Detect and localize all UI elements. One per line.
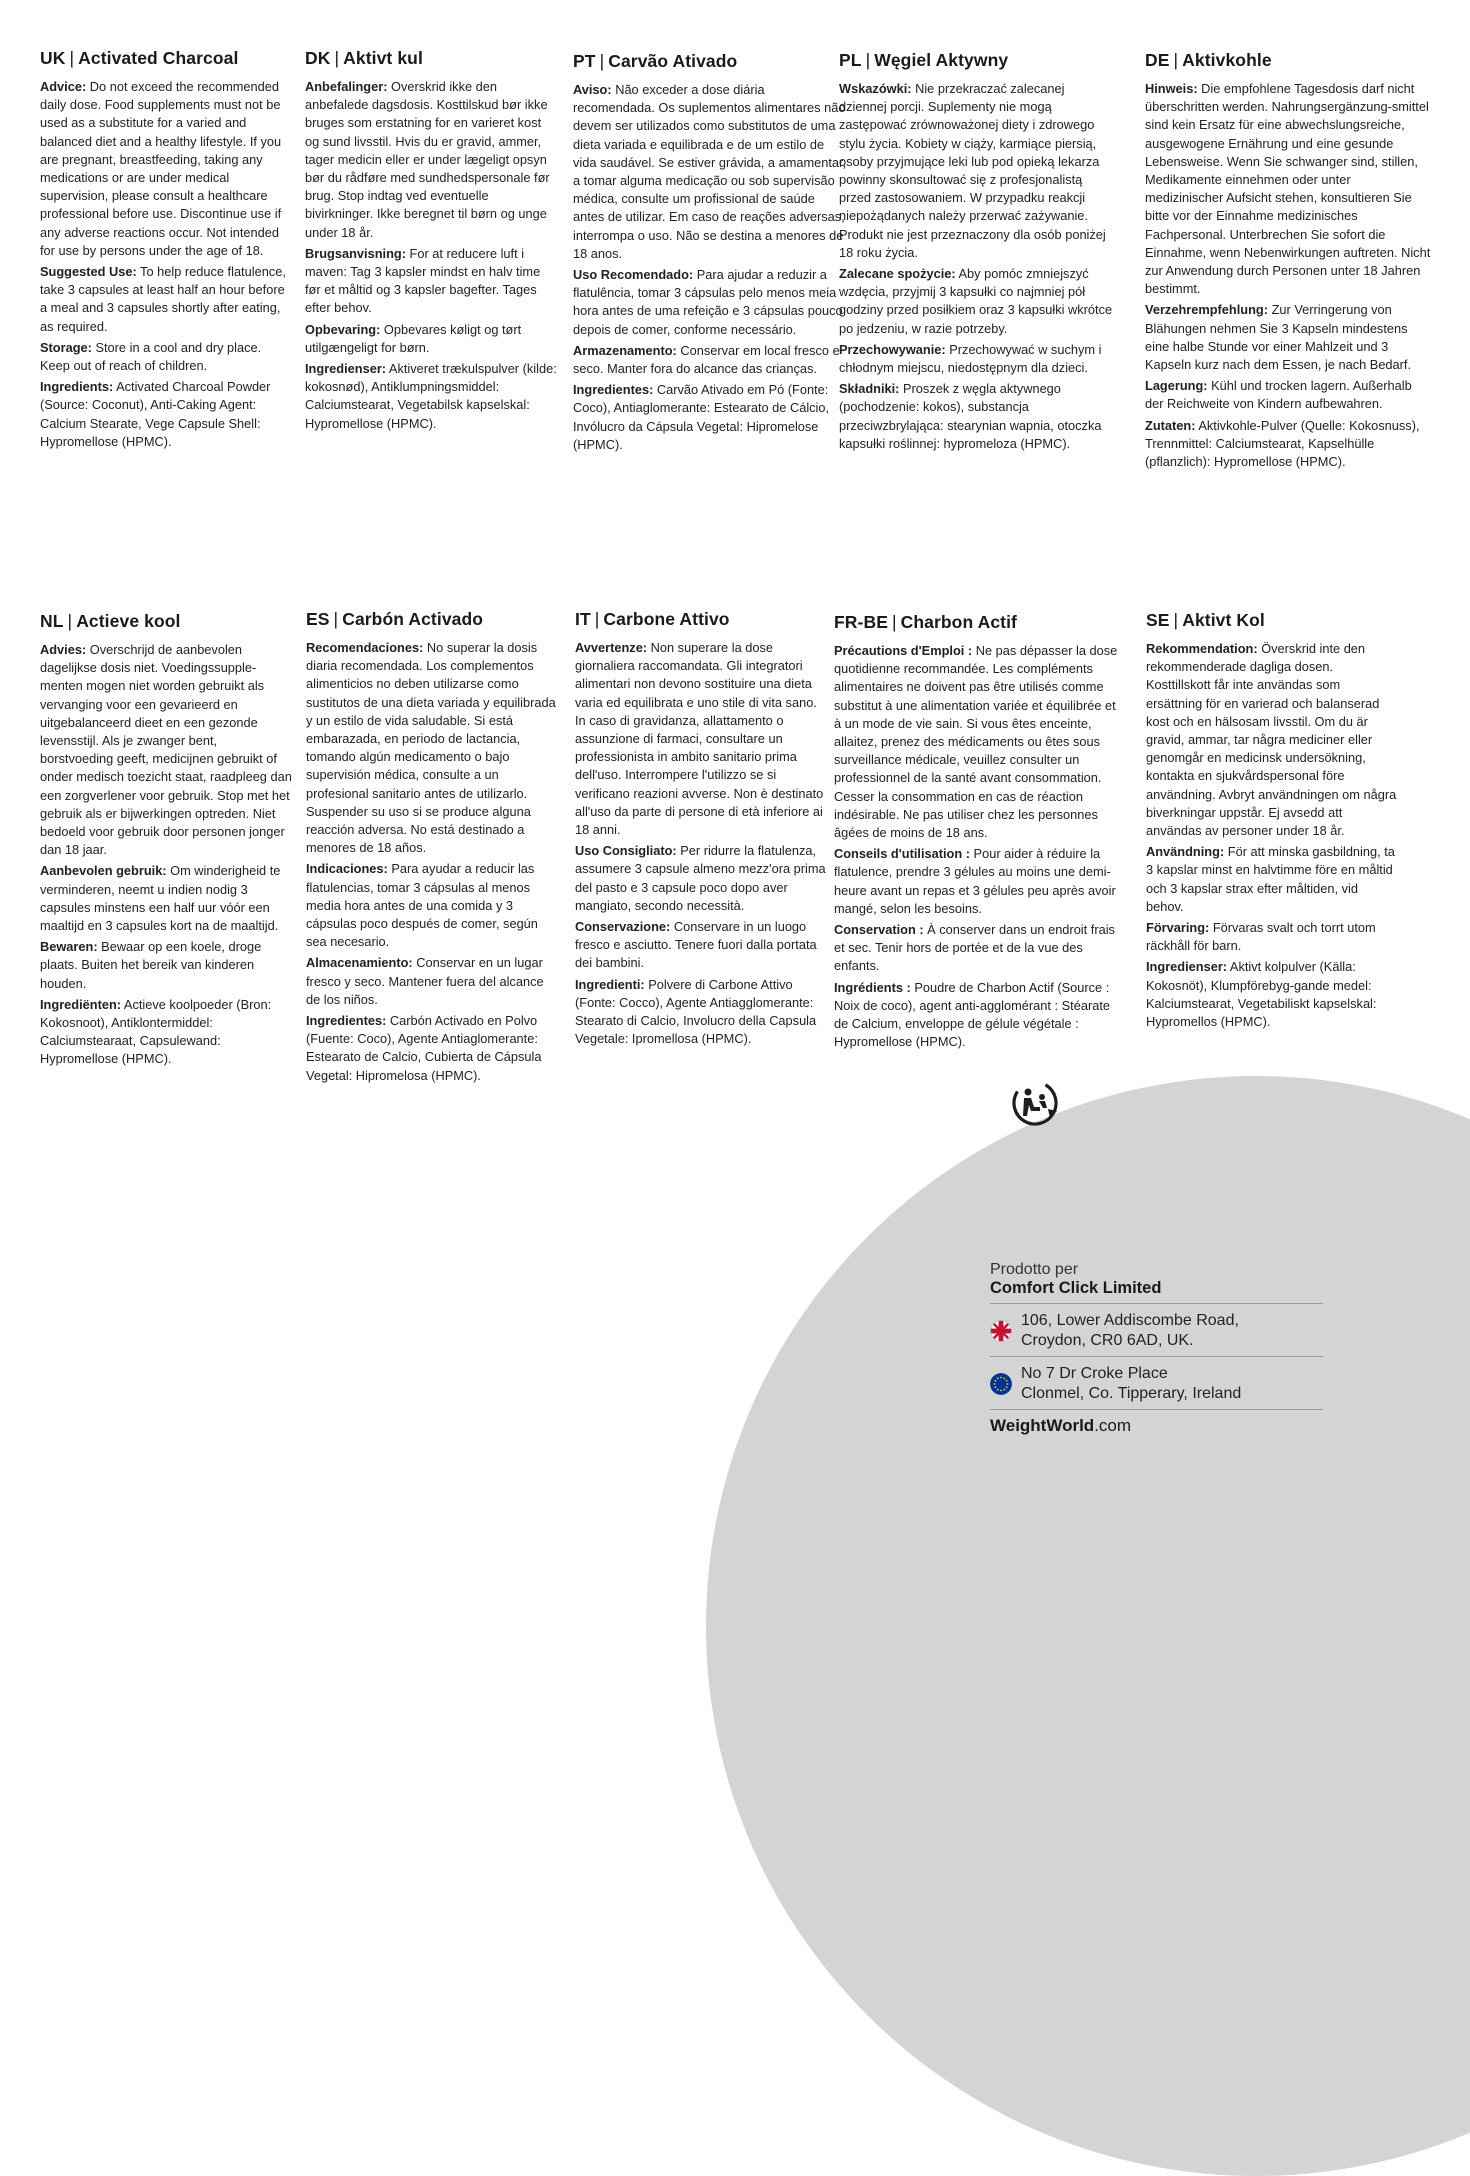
use-para: Suggested Use: To help reduce flatulence, take 3 capsules at least half an hour before a meal and 3 capsules shortly after eating, as required. [40, 264, 286, 334]
section-pl [839, 50, 1115, 456]
storage-para: Opbevaring: Opbevares køligt og tørt utilgængeligt for børn. [305, 321, 522, 355]
section-fr-be [834, 612, 1120, 1054]
advice-para: Aviso: Não exceder a dose diária recomendada. Os suplementos alimentares não devem ser utilizados como substitutos de uma dieta variada e equilibrada e de um estilo de vida saudável. Se estiver grávida, a amamentar, a tomar alguma medicação ou sob supervisão médica, consulte um profissional de saúde antes de utilizar. Em caso de reações adversas, interrompa o uso. Não se destina a menores de 18 anos. [573, 82, 847, 261]
ingredients-para: Zutaten: Aktivkohle-Pulver (Quelle: Kokosnuss), Trennmittel: Calciumstearat, Kapselhülle (pflanzlich): Hypromellose (HPMC). [1145, 417, 1420, 470]
uk-address-line: 106, Lower Addiscombe Road, [1021, 1312, 1239, 1329]
use-para: Brugsanvisning: For at reducere luft i maven: Tag 3 kapsler mindst en halv time før et måltid og 3 kapsler bagefter. Tages efter behov. [305, 245, 541, 316]
storage-para: Lagerung: Kühl und trocken lagern. Außerhalb der Reichweite von Kindern aufbewahren. [1145, 378, 1412, 412]
company-name: Comfort Click Limited [990, 1279, 1162, 1297]
divider [990, 1356, 1323, 1357]
section-heading: DE | Aktivkohle [1145, 50, 1272, 70]
ingredients-para: Ingredienser: Aktiveret trækulspulver (kilde: kokosnød), Antiklumpningsmiddel: Calciumstearat, Vegetabilsk kapselskal: Hypromellose (HPMC). [305, 361, 557, 431]
eu-flag-icon [990, 1373, 1012, 1395]
use-para: Uso Recomendado: Para ajudar a reduzir a flatulência, tomar 3 cápsulas pelo menos meia hora antes de uma refeição e 3 cápsulas pouco depois de comer, conforme necessário. [573, 267, 843, 337]
storage-para: Conservazione: Conservare in un luogo fresco e asciutto. Tenere fuori dalla portata dei bambini. [575, 919, 817, 971]
uk-address [990, 1310, 1323, 1351]
storage-para: Conservation : À conserver dans un endroit frais et sec. Tenir hors de portée et de la vue des enfants. [834, 922, 1115, 974]
made-by-label: Prodotto per [990, 1261, 1079, 1278]
ingredients-para: Ingrediënten: Actieve koolpoeder (Bron: Kokosnoot), Antiklontermiddel: Calciumstearaat, Capsulewand: Hypromellose (HPMC). [40, 996, 272, 1067]
ingredients-para: Ingredienti: Polvere di Carbone Attivo (Fonte: Cocco), Agente Antiagglomerante: Stearato di Calcio, Involucro della Capsula Vegetale: Ipromellosa (HPMC). [575, 976, 817, 1047]
section-heading: UK | Activated Charcoal [40, 48, 239, 68]
storage-para: Bewaren: Bewaar op een koele, droge plaats. Buiten het bereik van kinderen houden. [40, 939, 262, 991]
section-heading: NL | Actieve kool [40, 611, 181, 631]
section-uk [40, 48, 292, 454]
use-para: Uso Consigliato: Per ridurre la flatulenza, assumere 3 capsule almeno mezz'ora prima del pasto e 3 capsule poco dopo aver mangiato, secondo necessità. [575, 843, 826, 913]
advice-para: Hinweis: Die empfohlene Tagesdosis darf nicht überschritten werden. Nahrungsergänzung-smittel sind kein Ersatz für eine abwechslungsreiche, ausgewogene Ernährung und eine gesunde Lebensweise. Wenn Sie schwanger sind, stillen, Medikamente einnehmen oder unter medizinischer Aufsicht stehen, konsultieren Sie bitte vor der Einnahme medizinisches Fachpersonal. Unterbrechen Sie sofort die Einnahme, wenn Nebenwirkungen auftreten. Nicht zur Anwendung durch Personen unter 18 Jahren bestimmt. [1145, 81, 1431, 297]
ingredients-para: Ingrédients : Poudre de Charbon Actif (Source : Noix de coco), agent anti-agglomérant : Stéarate de Calcium, enveloppe de gélule végétale : Hypromellose (HPMC). [834, 979, 1111, 1050]
eu-address-line: Clonmel, Co. Tipperary, Ireland [1021, 1384, 1242, 1402]
people-recycling-icon [1010, 1078, 1060, 1128]
use-para: Indicaciones: Para ayudar a reducir las flatulencias, tomar 3 cápsulas al menos media hora antes de una comida y 3 cápsulas poco después de comer, según sea necesario. [306, 861, 538, 950]
storage-para: Almacenamiento: Conservar en un lugar fresco y seco. Mantener fuera del alcance de los niños. [306, 955, 544, 1007]
advice-para: Recomendaciones: No superar la dosis diaria recomendada. Los complementos alimenticios no deben utilizarse como sustitutos de una dieta variada y equilibrada y un estilo de vida saludable. Si está embarazada, en periodo de lactancia, tomando algún medicamento o bajo supervisión médica, consulte a un profesional sanitario antes de utilizarlo. Suspender su uso si se produce alguna reacción adversa. No está destinado a menores de 18 años. [306, 640, 556, 856]
uk-flag-icon [990, 1320, 1012, 1342]
use-para: Verzehrempfehlung: Zur Verringerung von Blähungen nehmen Sie 3 Kapseln mindestens eine halbe Stunde vor einer Mahlzeit und 3 Kapseln kurz nach dem Essen, je nach Bedarf. [1145, 302, 1412, 373]
background-circle [706, 1076, 1470, 2176]
section-es [306, 609, 558, 1088]
divider [990, 1303, 1323, 1304]
advice-para: Avvertenze: Non superare la dose giornaliera raccomandata. Gli integratori alimentari non devono sostituire una dieta varia ed equilibrata e uno stile di vita sano. In caso di gravidanza, allattamento o assunzione di farmaci, consultare un professionista in ambito sanitario prima dell'uso. Interrompere l'utilizzo se si verificano reazioni avverse. Non è destinato all'uso da parte di persone di età inferiore ai 18 anni. [575, 640, 824, 838]
advice-para: Wskazówki: Nie przekraczać zalecanej dziennej porcji. Suplementy nie mogą zastępować zrównoważonej diety i zdrowego stylu życia. Kobiety w ciąży, karmiące piersią, osoby przyjmujące leki lub pod opieką lekarza powinny skonsultować się z profesjonalistą przed zastosowaniem. W przypadku reakcji niepożądanych należy przerwać zażywanie. Produkt nie jest przeznaczony dla osób poniżej 18 roku życia. [839, 81, 1106, 260]
advice-para: Précautions d'Emploi : Ne pas dépasser la dose quotidienne recommandée. Les compléments alimentaires ne doivent pas être utilisés comme substitut à une alimentation variée et équilibrée et à un mode de vie sain. Si vous êtes enceinte, allaitez, prenez des médicaments ou êtes sous surveillance médicale, veuillez consulter un professionnel de la santé avant consommation. Cesser la consommation en cas de réaction indésirable. Ne pas utiliser chez les personnes âgées de moins de 18 ans. [834, 643, 1118, 841]
footer [990, 1260, 1323, 1436]
section-heading: IT | Carbone Attivo [575, 609, 730, 629]
section-dk [305, 48, 557, 436]
section-it [575, 609, 827, 1051]
use-para: Aanbevolen gebruik: Om winderigheid te verminderen, neemt u indien nodig 3 capsules minstens een half uur vóór een maaltijd en 3 capsules kort na de maaltijd. [40, 863, 281, 934]
use-para: Conseils d'utilisation : Pour aider à réduire la flatulence, prendre 3 gélules au moins une demi-heure avant un repas et 3 gélules peu après avoir mangé, selon les besoins. [834, 846, 1116, 916]
ingredients-para: Ingredienser: Aktivt kolpulver (Källa: Kokosnöt), Klumpförebyg-gande medel: Kalciumstearat, Vegetabiliskt kapselskal: Hypromellos (HPMC). [1146, 959, 1377, 1030]
section-heading: PL | Węgiel Aktywny [839, 50, 1009, 70]
storage-para: Przechowywanie: Przechowywać w suchym i chłodnym miejscu, niedostępnym dla dzieci. [839, 341, 1102, 376]
storage-para: Armazenamento: Conservar em local fresco e seco. Manter fora do alcance das crianças. [573, 342, 840, 377]
website-link[interactable]: WeightWorld.com [990, 1416, 1132, 1435]
advice-para: Advies: Overschrijd de aanbevolen dagelijkse dosis niet. Voedingssupple-menten mogen niet worden gebruikt als vervanging voor een gevarieerd en uitgebalanceerd dieet en een gezonde levensstijl. Als je zwanger bent, borstvoeding geeft, medicijnen gebruikt of onder medisch toezicht staat, raadpleeg dan een zorgverlener voor gebruik. Stop met het gebruik als er bijwerkingen optreden. Niet bedoeld voor gebruik door personen jonger dan 18 jaar. [40, 642, 292, 858]
use-para: Zalecane spożycie: Aby pomóc zmniejszyć wzdęcia, przyjmij 3 kapsułki co najmniej pół godziny przed posiłkiem oraz 3 kapsułki wkrótce po jedzeniu, w razie potrzeby. [839, 266, 1113, 336]
eu-address-line: No 7 Dr Croke Place [1021, 1365, 1168, 1382]
section-heading: FR-BE | Charbon Actif [834, 612, 1017, 632]
advice-para: Rekommendation: Överskrid inte den rekommenderade dagliga dosen. Kosttillskott får inte användas som ersättning för en varierad och balanserad kost och en hälsosam livsstil. Om du är gravid, ammar, tar några mediciner eller genomgår en medicinsk undersökning, kontakta en sjukvårdspersonal före användning. Avbryt användningen om några biverkningar uppstår. Ej avsedd att användas av personer under 18 år. [1146, 641, 1397, 839]
section-se [1146, 610, 1398, 1034]
uk-address-line: Croydon, CR0 6AD, UK. [1021, 1331, 1194, 1349]
ingredients-para: Ingredients: Activated Charcoal Powder (Source: Coconut), Anti-Caking Agent: Calcium Stearate, Vege Capsule Shell: Hypromellose (HPMC). [40, 379, 271, 449]
section-heading: SE | Aktivt Kol [1146, 610, 1265, 630]
ingredients-para: Ingredientes: Carvão Ativado em Pó (Fonte: Coco), Antiaglomerante: Estearato de Cálcio, Invólucro da Cápsula Vegetal: Hipromelose (HPMC). [573, 382, 830, 452]
ingredients-para: Ingredientes: Carbón Activado en Polvo (Fuente: Coco), Agente Antiaglomerante: Estearato de Calcio, Cubierta de Cápsula Vegetal: Hipromelosa (HPMC). [306, 1013, 542, 1083]
advice-para: Anbefalinger: Overskrid ikke den anbefalede dagsdosis. Kosttilskud bør ikke bruges som erstatning for en varieret kost og sund livsstil. Hvis du er gravid, ammer, tager medicin eller er under lægeligt opsyn bør du rådføre med sundhedspersonale før brug. Stop indtag ved eventuelle bivirkninger. Ikke beregnet til børn og unge under 18 år. [305, 79, 550, 240]
section-heading: PT | Carvão Ativado [573, 51, 738, 71]
ingredients-para: Składniki: Proszek z węgla aktywnego (pochodzenie: kokos), substancja przeciwzbrylająca: stearynian wapnia, otoczka kapsułki roślinnej: hypromeloza (HPMC). [839, 381, 1102, 451]
use-para: Användning: För att minska gasbildning, ta 3 kapslar minst en halvtimme före en måltid och 3 kapslar strax efter måltiden, vid behov. [1146, 844, 1395, 914]
eu-address [990, 1363, 1323, 1404]
storage-para: Storage: Store in a cool and dry place. Keep out of reach of children. [40, 339, 262, 374]
advice-para: Advice: Do not exceed the recommended daily dose. Food supplements must not be used as a substitute for a varied and balanced diet and a healthy lifestyle. If you are pregnant, breastfeeding, taking any medications or are under medical supervision, please consult a healthcare professional before use. Discontinue use if any adverse reactions occur. Not intended for use by persons under the age of 18. [40, 79, 282, 258]
section-nl [40, 611, 292, 1072]
section-de [1145, 50, 1431, 474]
section-heading: DK | Aktivt kul [305, 48, 423, 68]
divider [990, 1409, 1323, 1410]
section-heading: ES | Carbón Activado [306, 609, 484, 629]
section-pt [573, 51, 849, 457]
storage-para: Förvaring: Förvaras svalt och torrt utom räckhåll för barn. [1146, 920, 1376, 954]
